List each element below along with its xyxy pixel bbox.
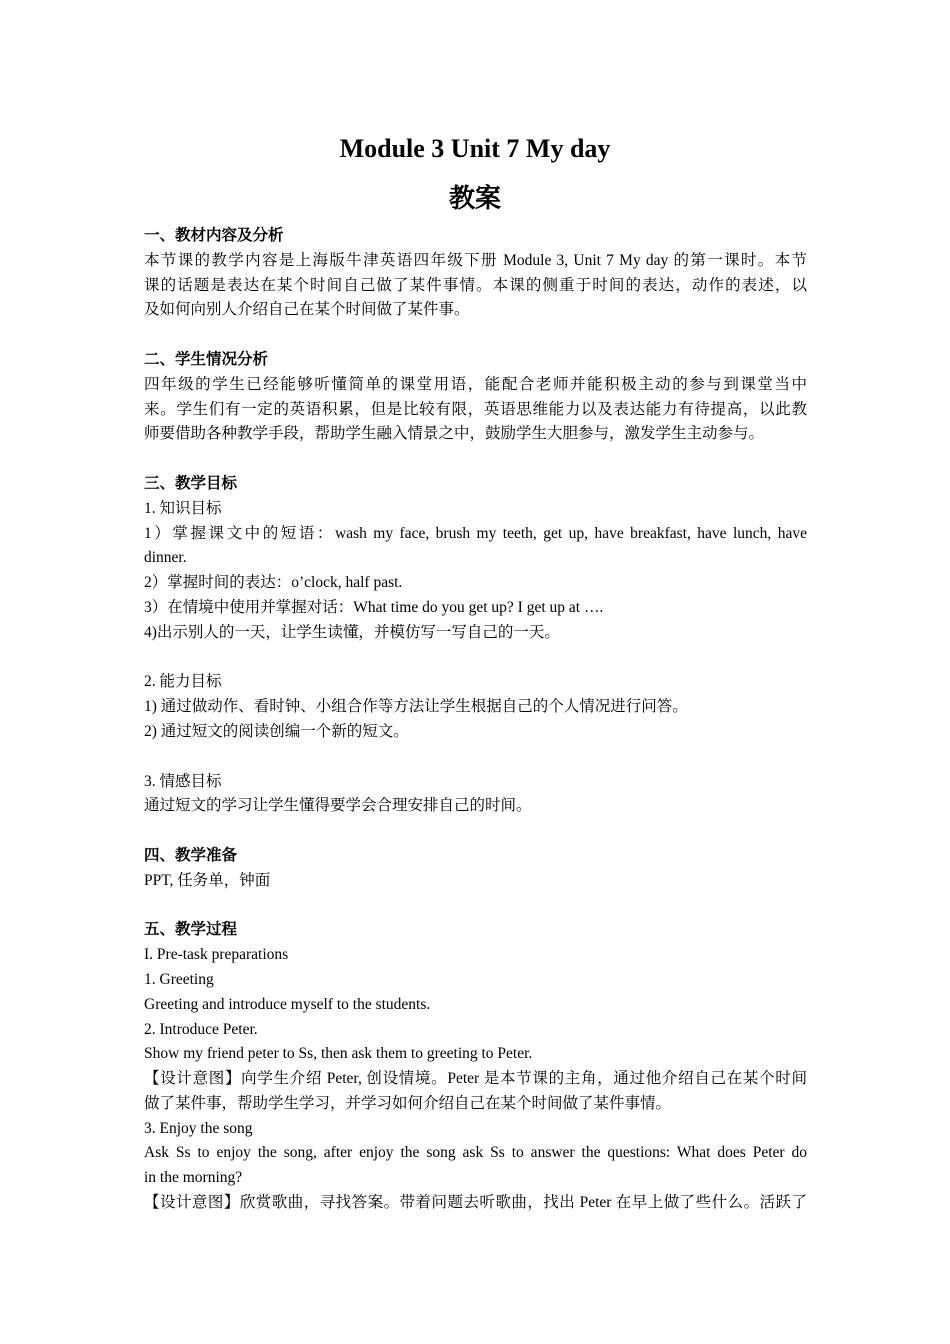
paragraph-line: 课的话题是表达在某个时间自己做了某件事情。本课的侧重于时间的表达，动作的表述，以: [144, 276, 807, 294]
paragraph-line: 【设计意图】向学生介绍 Peter, 创设情境。Peter 是本节课的主角，通过他介绍自己在某个时间: [144, 1070, 807, 1088]
paragraph-line: 【设计意图】欣赏歌曲，寻找答案。带着问题去听歌曲，找出 Peter 在早上做了些什么。活跃了: [144, 1194, 807, 1212]
paragraph-line: I. Pre-task preparations: [144, 946, 289, 964]
paragraph-line: 本节课的教学内容是上海版牛津英语四年级下册 Module 3, Unit 7 My day 的第一课时。本节: [144, 251, 807, 269]
list-item: 通过短文的学习让学生懂得要学会合理安排自己的时间。: [144, 797, 532, 815]
section-heading: 五、教学过程: [144, 921, 238, 939]
paragraph-line: 师要借助各种教学手段，帮助学生融入情景之中，鼓励学生大胆参与，激发学生主动参与。: [144, 425, 765, 443]
document-title: Module 3 Unit 7 My day: [339, 134, 611, 163]
document-body: [144, 224, 807, 1216]
list-item: 2) 通过短文的阅读创编一个新的短文。: [144, 722, 409, 740]
section-heading: 四、教学准备: [144, 846, 238, 864]
paragraph-line: 1. Greeting: [144, 970, 214, 988]
paragraph-line: 做了某件事，帮助学生学习，并学习如何介绍自己在某个时间做了某件事情。: [144, 1094, 672, 1112]
list-item: 4)出示别人的一天，让学生读懂，并模仿写一写自己的一天。: [144, 623, 560, 641]
paragraph-line: 及如何向别人介绍自己在某个时间做了某件事。: [144, 301, 470, 319]
list-item: 3）在情境中使用并掌握对话：What time do you get up? I get up at ….: [144, 598, 604, 616]
paragraph-line: PPT, 任务单，钟面: [144, 871, 271, 889]
paragraph-line: Greeting and introduce myself to the students.: [144, 995, 431, 1013]
list-item: 1）掌握课文中的短语：wash my face, brush my teeth, get up, have breakfast, have lunch, have: [144, 524, 807, 542]
subsection-title: 2. 能力目标: [144, 673, 222, 691]
paragraph-line: in the morning?: [144, 1169, 243, 1187]
list-item: dinner.: [144, 549, 187, 567]
section-heading: 二、学生情况分析: [144, 350, 269, 368]
document-subtitle: 教案: [448, 184, 501, 213]
subsection-title: 3. 情感目标: [144, 772, 222, 790]
paragraph-line: 来。学生们有一定的英语积累，但是比较有限，英语思维能力以及表达能力有待提高，以此教: [144, 400, 807, 418]
list-item: 2）掌握时间的表达：o’clock, half past.: [144, 574, 403, 592]
list-item: 1) 通过做动作、看时钟、小组合作等方法让学生根据自己的个人情况进行问答。: [144, 698, 688, 716]
paragraph-line: Ask Ss to enjoy the song, after enjoy the song ask Ss to answer the questions: What does Peter do: [144, 1144, 807, 1162]
subsection-title: 1. 知识目标: [144, 499, 222, 517]
section-heading: 三、教学目标: [144, 474, 238, 492]
paragraph-line: Show my friend peter to Ss, then ask them to greeting to Peter.: [144, 1045, 533, 1063]
section-heading: 一、教材内容及分析: [144, 227, 284, 244]
paragraph-line: 3. Enjoy the song: [144, 1119, 253, 1137]
paragraph-line: 2. Introduce Peter.: [144, 1020, 258, 1038]
paragraph-line: 四年级的学生已经能够听懂简单的课堂用语，能配合老师并能积极主动的参与到课堂当中: [144, 375, 807, 393]
